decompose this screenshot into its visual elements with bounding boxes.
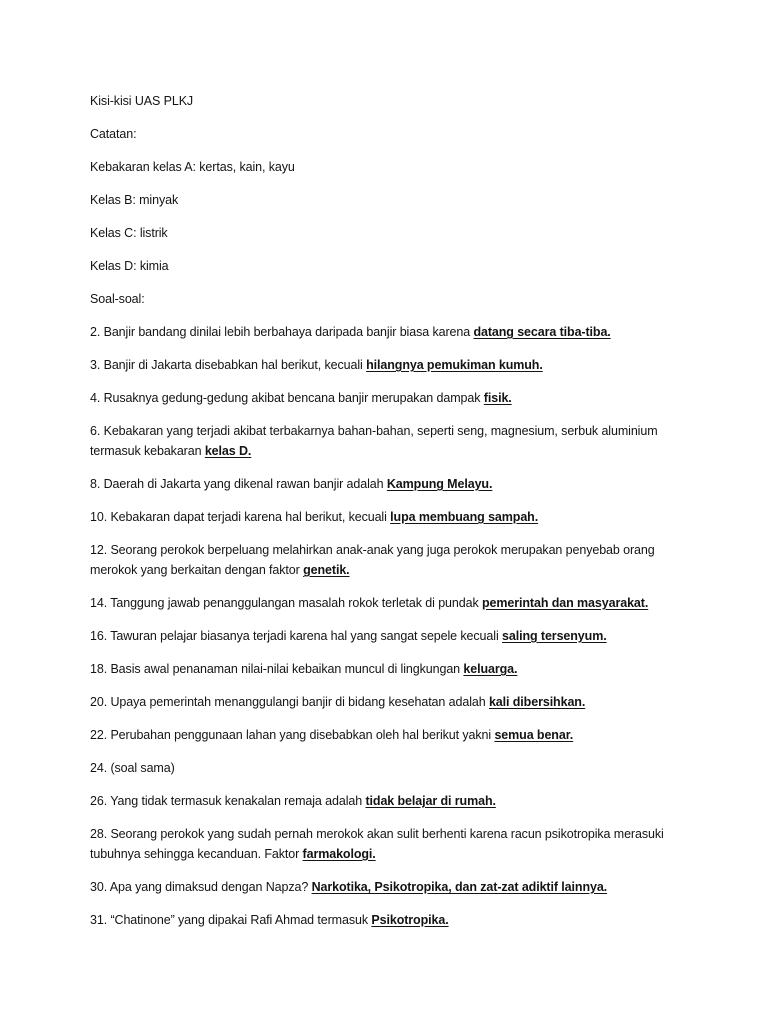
question-answer: kelas D. [204,444,252,458]
note-class-c: Kelas C: listrik [90,226,168,240]
question-list [90,322,690,930]
question-text: 31. “Chatinone” yang dipakai Rafi Ahmad termasuk [90,913,372,927]
question-text: 18. Basis awal penanaman nilai-nilai kebaikan muncul di lingkungan [90,662,464,676]
question-item [90,791,690,811]
question-item [90,355,690,375]
document-title: Kisi-kisi UAS PLKJ [90,94,194,108]
question-text: 3. Banjir di Jakarta disebabkan hal berikut, kecuali [90,358,367,372]
question-text: 10. Kebakaran dapat terjadi karena hal berikut, kecuali [90,510,391,524]
question-text: 16. Tawuran pelajar biasanya terjadi karena hal yang sangat sepele kecuali [90,629,502,643]
question-item [90,692,690,712]
document-page [90,91,690,943]
question-item [90,593,690,613]
question-answer: datang secara tiba-tiba. [473,325,611,339]
question-answer: Psikotropika. [371,913,449,927]
questions-label: Soal-soal: [90,292,145,306]
question-answer: hilangnya pemukiman kumuh. [366,358,543,372]
question-answer: kali dibersihkan. [488,695,586,709]
question-text: 6. Kebakaran yang terjadi akibat terbakarnya bahan-bahan, seperti seng, magnesium, serbuk aluminium termasuk kebakaran [90,424,658,458]
question-answer: tidak belajar di rumah. [365,794,496,808]
question-answer: Kampung Melayu. [386,477,493,491]
note-class-a: Kebakaran kelas A: kertas, kain, kayu [90,160,295,174]
question-text: 8. Daerah di Jakarta yang dikenal rawan banjir adalah [90,477,387,491]
question-text: 26. Yang tidak termasuk kenakalan remaja adalah [90,794,366,808]
question-item [90,322,690,342]
question-text: 30. Apa yang dimaksud dengan Napza? [90,880,312,894]
question-item [90,758,690,778]
question-text: 2. Banjir bandang dinilai lebih berbahaya daripada banjir biasa karena [90,325,474,339]
question-item [90,540,690,580]
question-text: 24. (soal sama) [90,761,175,775]
question-item [90,388,690,408]
question-answer: semua benar. [494,728,574,742]
question-item [90,877,690,897]
question-item [90,626,690,646]
note-class-d: Kelas D: kimia [90,259,169,273]
note-class-b: Kelas B: minyak [90,193,179,207]
question-answer: farmakologi. [302,847,376,861]
question-text: 14. Tanggung jawab penanggulangan masalah rokok terletak di pundak [90,596,482,610]
question-item [90,421,690,461]
question-answer: Narkotika, Psikotropika, dan zat-zat adiktif lainnya. [311,880,608,894]
question-item [90,725,690,745]
question-answer: lupa membuang sampah. [390,510,539,524]
question-item [90,824,690,864]
notes-label: Catatan: [90,127,137,141]
question-item [90,474,690,494]
question-answer: saling tersenyum. [502,629,607,643]
question-item [90,507,690,527]
question-text: 20. Upaya pemerintah menanggulangi banjir di bidang kesehatan adalah [90,695,489,709]
question-text: 28. Seorang perokok yang sudah pernah merokok akan sulit berhenti karena racun psikotropika merasuki tubuhnya sehingga kecanduan. Faktor [90,827,664,861]
question-answer: keluarga. [463,662,518,676]
question-answer: pemerintah dan masyarakat. [481,596,649,610]
question-answer: fisik. [483,391,512,405]
question-text: 4. Rusaknya gedung-gedung akibat bencana banjir merupakan dampak [90,391,484,405]
question-item [90,910,690,930]
question-item [90,659,690,679]
question-text: 12. Seorang perokok berpeluang melahirkan anak-anak yang juga perokok merupakan penyebab orang merokok yang berkaitan dengan faktor [90,543,655,577]
question-answer: genetik. [303,563,350,577]
question-text: 22. Perubahan penggunaan lahan yang disebabkan oleh hal berikut yakni [90,728,495,742]
